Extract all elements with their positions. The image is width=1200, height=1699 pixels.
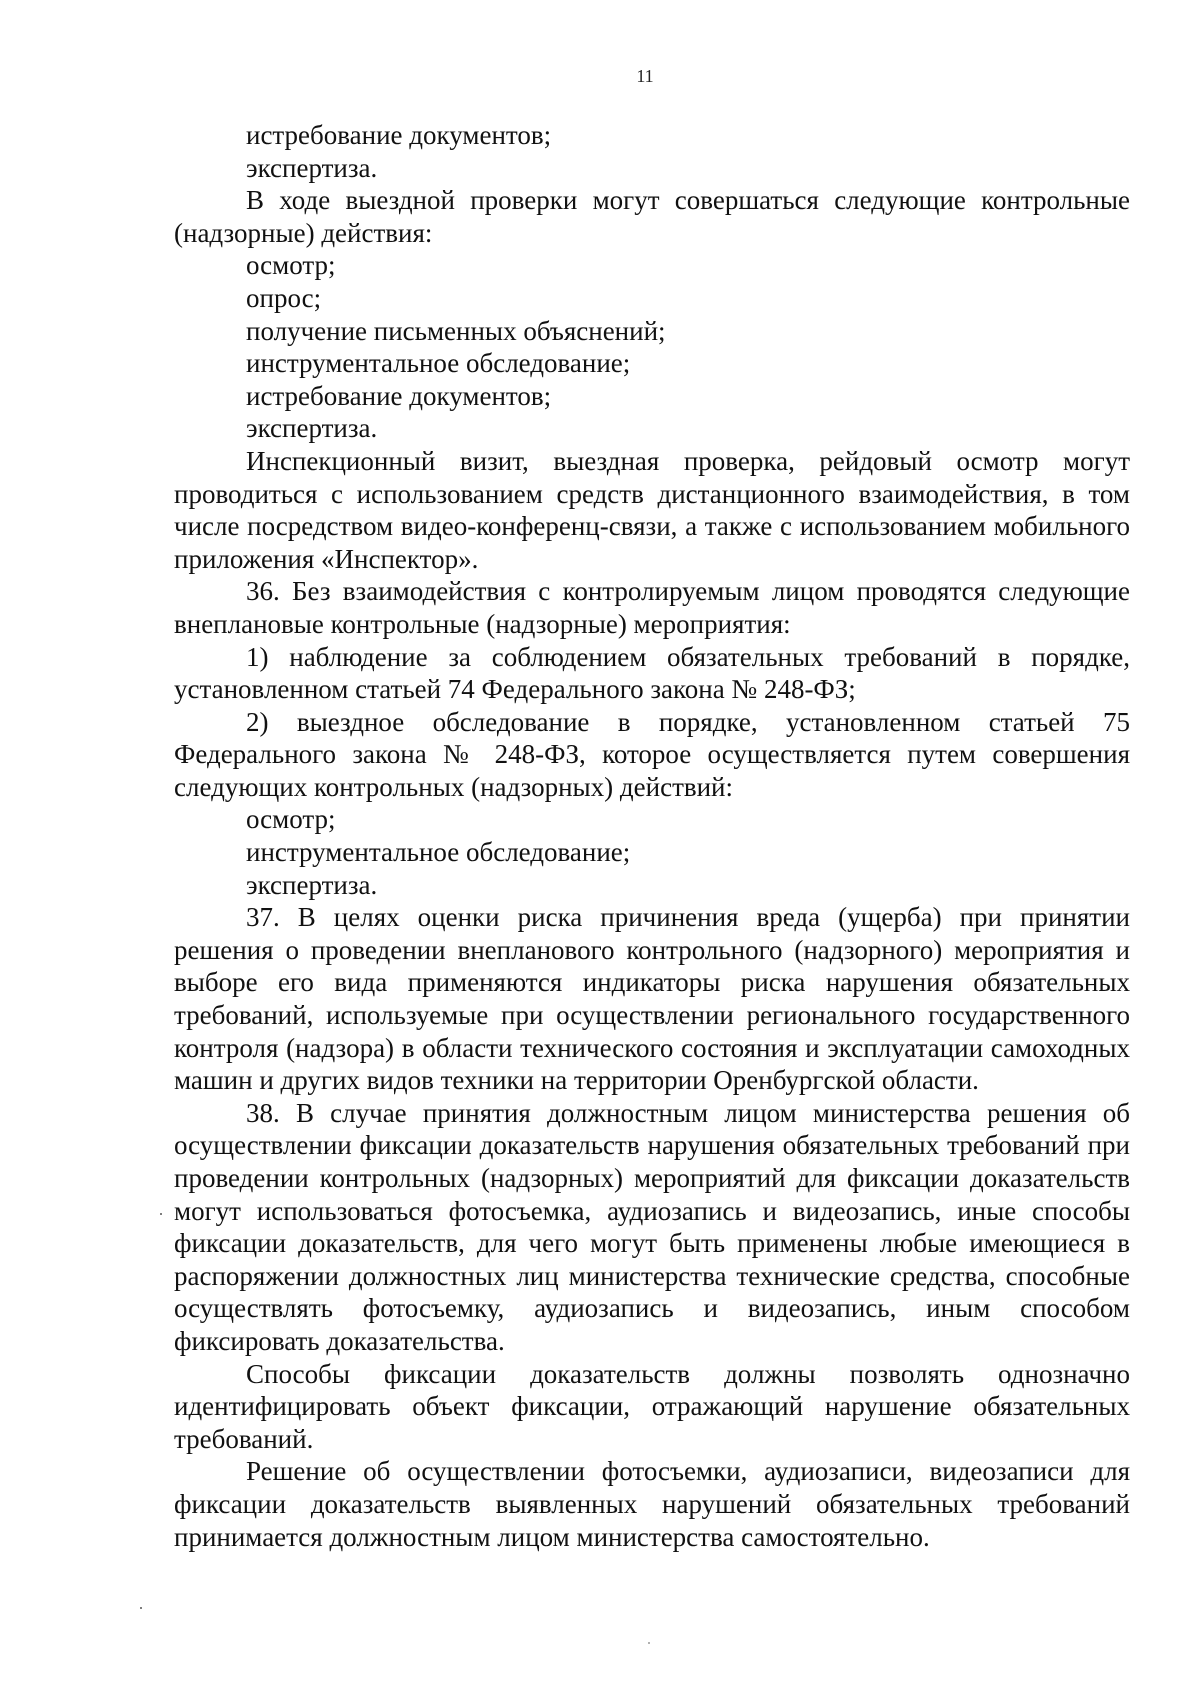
paragraph-36-item-1: 1) наблюдение за соблюдением обязательных требований в порядке, установленном статьей 74 Федерального закона № 248-ФЗ;	[174, 641, 1130, 705]
paragraph-onsite-inspection-actions: В ходе выездной проверки могут совершаться следующие контрольные (надзорные) действия:	[174, 185, 1130, 248]
list-item-instrumental-inspection: инструментальное обследование;	[246, 348, 631, 379]
list-item-expertise: экспертиза.	[246, 152, 378, 183]
paragraph-36: 36. Без взаимодействия с контролируемым лицом проводятся следующие внеплановые контрольные (надзорные) мероприятия:	[174, 576, 1130, 639]
scan-speck	[160, 1213, 162, 1215]
list-item-document-request: истребование документов;	[246, 120, 552, 150]
paragraph-38: 38. В случае принятия должностным лицом министерства решения об осуществлении фиксации доказательств нарушения обязательных требований при проведении контрольных (надзорных) мероприятий для фиксации доказательств могут использоваться фотосъемка, аудиозапись и видеозапись, иные способы фиксации доказательств, для чего могут быть применены любые имеющиеся в распоряжении должностных лиц министерства технические средства, способные осуществлять фотосъемку, аудиозапись и видеозапись, иным способом фиксировать доказательства.	[174, 1097, 1130, 1356]
list-item-examination: осмотр;	[246, 250, 336, 281]
paragraph-fixation-decision: Решение об осуществлении фотосъемки, аудиозаписи, видеозаписи для фиксации доказательств выявленных нарушений обязательных требований принимается должностным лицом министерства самостоятельно.	[174, 1456, 1130, 1552]
document-body	[174, 119, 1130, 1553]
paragraph-36-item-2: 2) выездное обследование в порядке, установленном статьей 75 Федерального закона № 248-ФЗ, которое осуществляется путем совершения следующих контрольных (надзорных) действий:	[174, 706, 1130, 802]
paragraph-37: 37. В целях оценки риска причинения вреда (ущерба) при принятии решения о проведении внепланового контрольного (надзорного) мероприятия и выборе его вида применяются индикаторы риска нарушения обязательных требований, используемые при осуществлении регионального государственного контроля (надзора) в области технического состояния и эксплуатации самоходных машин и других видов техники на территории Оренбургской области.	[174, 902, 1130, 1096]
page-number: 11	[636, 66, 654, 86]
scan-speck	[648, 1642, 650, 1644]
paragraph-fixation-methods: Способы фиксации доказательств должны позволять однозначно идентифицировать объект фиксации, отражающий нарушение обязательных требований.	[174, 1358, 1130, 1454]
list-item-survey: опрос;	[246, 282, 322, 313]
list-item-expertise: экспертиза.	[246, 413, 378, 444]
list-item-expertise: экспертиза.	[246, 869, 378, 900]
paragraph-remote-interaction: Инспекционный визит, выездная проверка, рейдовый осмотр могут проводиться с использованием средств дистанционного взаимодействия, в том числе посредством видео-конференц-связи, а также с использованием мобильного приложения «Инспектор».	[174, 445, 1130, 574]
list-item-instrumental-inspection: инструментальное обследование;	[246, 837, 631, 868]
list-item-examination: осмотр;	[246, 804, 336, 835]
scan-speck	[140, 1607, 142, 1609]
list-item-written-explanations: получение письменных объяснений;	[246, 315, 666, 346]
list-item-document-request: истребование документов;	[246, 380, 552, 411]
